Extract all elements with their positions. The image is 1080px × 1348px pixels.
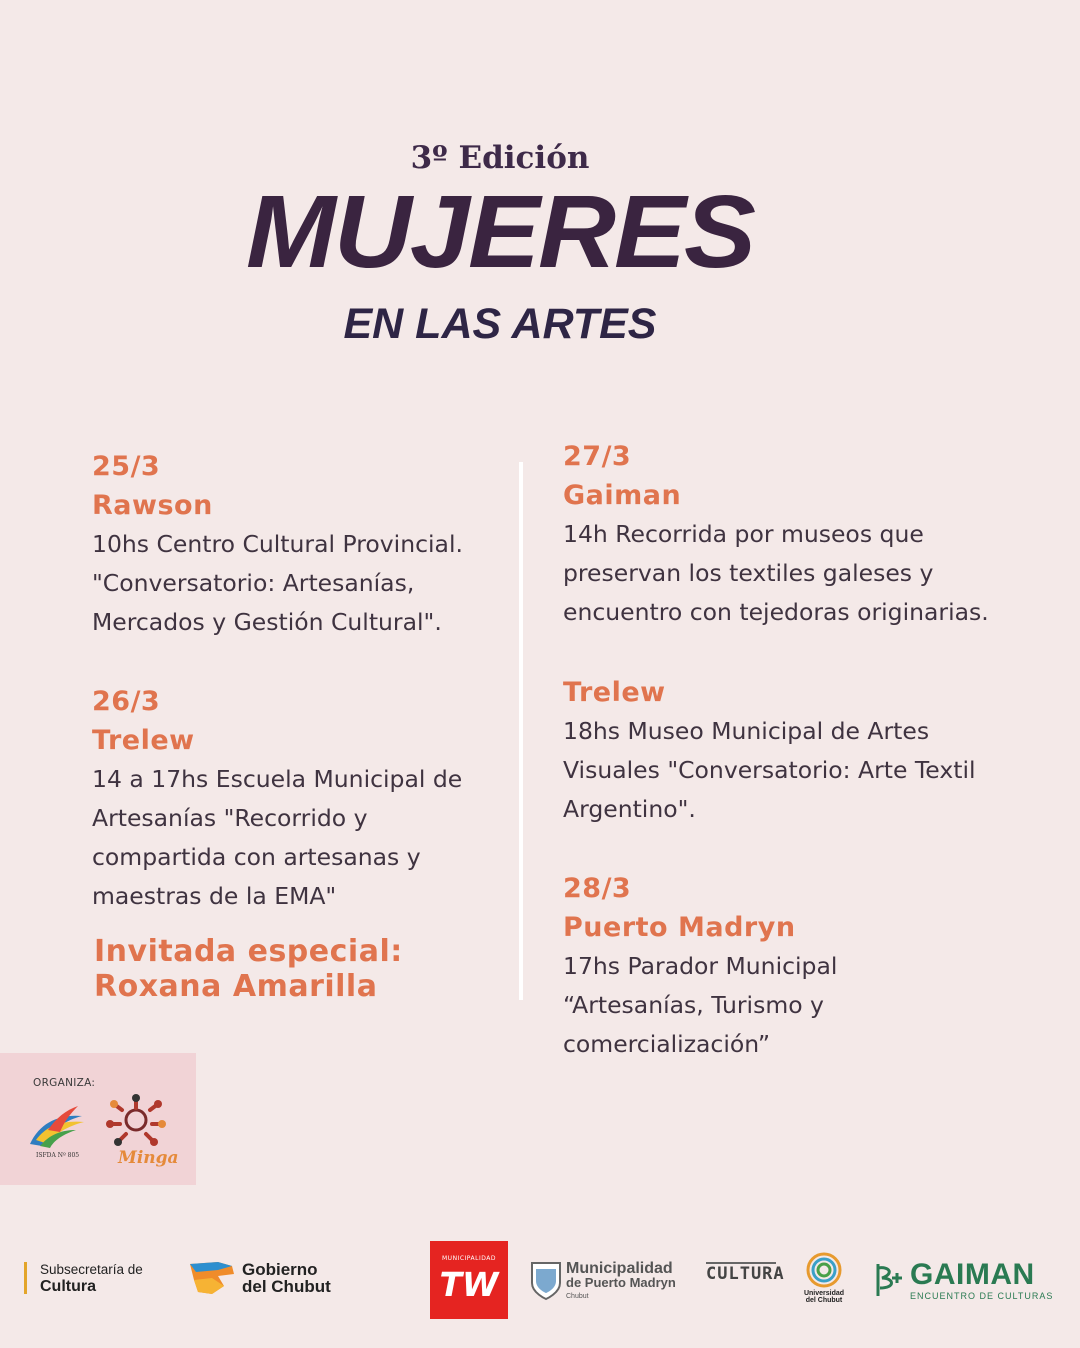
page-subtitle: EN LAS ARTES: [343, 300, 657, 348]
event-gaiman: [563, 437, 989, 632]
event-desc-line: comercialización”: [563, 1030, 771, 1058]
event-city: Puerto Madryn: [563, 912, 796, 943]
gaiman-leaf-icon: [872, 1260, 906, 1300]
event-date: 27/3: [563, 441, 632, 472]
gobierno-line: Gobierno: [242, 1260, 318, 1279]
edition-label: 3º Edición: [410, 140, 590, 176]
minga-hands-icon: [104, 1094, 168, 1150]
madryn-line: Municipalidad: [566, 1260, 673, 1277]
event-desc-line: "Conversatorio: Artesanías,: [92, 569, 415, 597]
minga-logo-text: Minga: [118, 1148, 179, 1168]
event-desc-line: Visuales "Conversatorio: Arte Textil: [563, 756, 976, 784]
event-trelew-27: [563, 673, 976, 829]
event-desc-line: compartida con artesanas y: [92, 843, 421, 871]
event-desc-line: encuentro con tejedoras originarias.: [563, 598, 989, 626]
event-desc-line: Artesanías "Recorrido y: [92, 804, 368, 832]
madryn-line: de Puerto Madryn: [566, 1275, 676, 1290]
cultura-logo: [706, 1262, 785, 1298]
madryn-shield-icon: [530, 1259, 562, 1301]
subsecretaria-line: Cultura: [40, 1278, 96, 1295]
universidad-logo: [798, 1290, 850, 1304]
guest-name: Roxana Amarilla: [94, 969, 378, 1004]
event-date: 26/3: [92, 686, 161, 717]
subsecretaria-line: Subsecretaría de: [40, 1262, 143, 1277]
organizer-label: ORGANIZA:: [33, 1077, 96, 1089]
cultura-logo-text: CULTURA: [706, 1264, 785, 1284]
universidad-rings-icon: [804, 1252, 844, 1288]
gobierno-logo: [242, 1261, 331, 1295]
gobierno-line: del Chubut: [242, 1277, 331, 1296]
event-date: 28/3: [563, 873, 632, 904]
event-city: Rawson: [92, 490, 213, 521]
event-desc-line: Argentino".: [563, 795, 696, 823]
madryn-logo: [566, 1262, 676, 1304]
event-city: Trelew: [92, 725, 195, 756]
event-desc-line: preservan los textiles galeses y: [563, 559, 934, 587]
event-desc-line: 14h Recorrida por museos que: [563, 520, 924, 548]
event-date: 25/3: [92, 451, 161, 482]
tw-small-label: MUNICIPALIDAD: [442, 1255, 496, 1262]
page-title: MUJERES: [245, 174, 755, 289]
event-city: Gaiman: [563, 480, 682, 511]
tw-big-label: TW: [439, 1265, 499, 1304]
event-desc-line: 14 a 17hs Escuela Municipal de: [92, 765, 463, 793]
event-desc-line: maestras de la EMA": [92, 882, 337, 910]
event-puerto-madryn: [563, 869, 837, 1064]
event-trelew-26: [92, 682, 462, 916]
event-desc-line: 17hs Parador Municipal: [563, 952, 838, 980]
chubut-map-icon: [188, 1260, 236, 1296]
guest-label: Invitada especial:: [94, 934, 403, 969]
subsecretaria-accent-bar: [24, 1262, 27, 1294]
isfda-logo-icon: [26, 1100, 90, 1152]
event-desc-line: “Artesanías, Turismo y: [563, 991, 824, 1019]
event-desc-line: 10hs Centro Cultural Provincial.: [92, 530, 463, 558]
universidad-line: del Chubut: [805, 1297, 843, 1304]
gaiman-logo-subtitle: ENCUENTRO DE CULTURAS: [910, 1291, 1054, 1301]
event-desc-line: 18hs Museo Municipal de Artes: [563, 717, 930, 745]
event-city: Trelew: [563, 677, 666, 708]
subsecretaria-logo: [40, 1261, 143, 1295]
event-desc-line: Mercados y Gestión Cultural".: [92, 608, 442, 636]
column-divider: [519, 462, 523, 1000]
isfda-caption: ISFDA Nº 805: [36, 1152, 80, 1159]
gaiman-logo-text: GAIMAN: [910, 1258, 1035, 1291]
madryn-line: Chubut: [566, 1293, 589, 1300]
special-guest: [94, 934, 403, 1004]
trelew-logo: [430, 1241, 508, 1319]
universidad-line: Universidad: [803, 1290, 845, 1297]
event-rawson: [92, 447, 463, 642]
